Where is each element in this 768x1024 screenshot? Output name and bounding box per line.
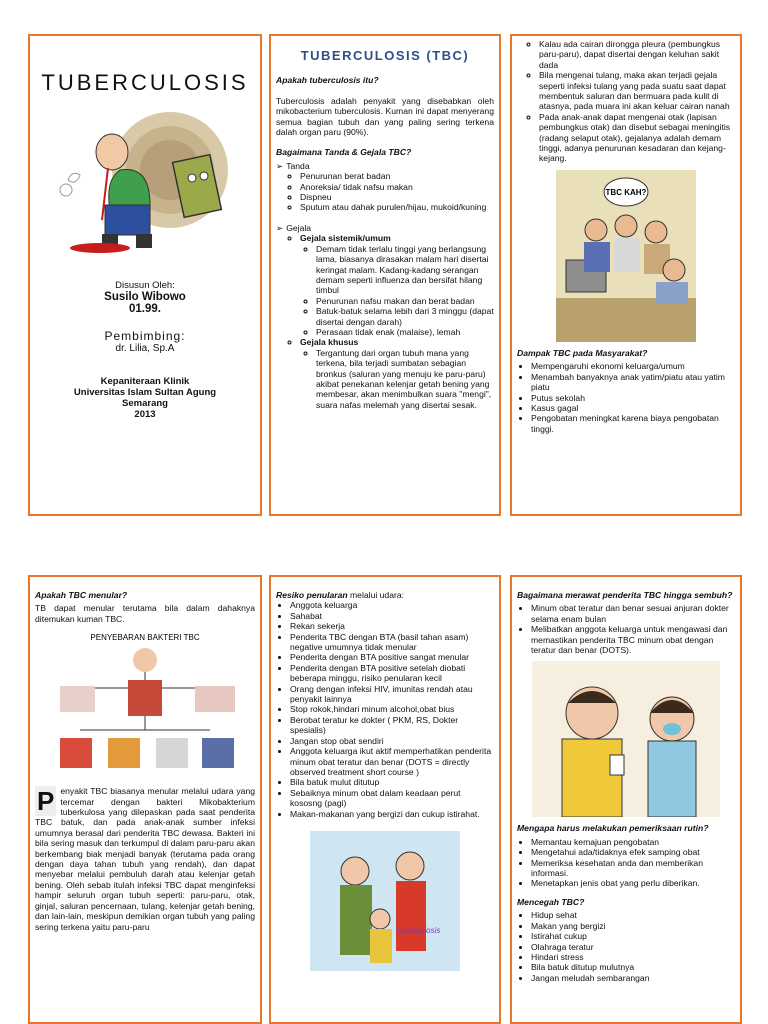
list-item: • Anggota keluarga <box>290 600 494 610</box>
list-item: ◦ Penurunan nafsu makan dan berat badan <box>316 296 494 306</box>
list-item: ➢ Gejala ◦ Gejala sistemik/umum ◦ Demam tidak terlalu tinggi yang berlangsung lama, biasanya dirasakan malam hari disertai keringat malam. Kadang-kadang serangan demam seperti influenza dan bersifat hilang timbul ◦ Penurunan nafsu makan dan berat badan ◦ Batuk-batuk selama lebih dari 3 minggu (dapat disertai dengan darah) ◦ Perasaan tidak enak (malaise), lemah ◦ Gejala khusus ◦ Tergantung dari organ tubuh mana yang terkena, bila terjadi sumbatan sebagian bronkus (saluran yang menuju ke paru-paru) akibat penekanan kelenjar getah bening yang membesar, akan menimbulkan suara "mengi", suara nafas melemah yang disertai sesak. <box>286 223 494 410</box>
list-item: • Memeriksa kesehatan anda dan memberikan informasi. <box>531 858 735 879</box>
list-item: • Putus sekolah <box>531 393 735 403</box>
checkup-list <box>517 837 735 889</box>
speech-bubble: TBC KAH? <box>605 187 647 197</box>
coughing-man-illustration <box>50 110 240 260</box>
list-item: ◦ Pada anak-anak dapat mengenai otak (lapisan pembungkus otak) dan disebut sebagai meningitis (radang selaput otak), gejalanya adalah demam tinggi, adanya penurunan kesadaran dan kejang-kejang. <box>539 112 735 164</box>
list-item: ◦ Kalau ada cairan dirongga pleura (pembungkus paru-paru), dapat disertai dengan keluhan sakit dada <box>539 39 735 70</box>
body-text: enyakit TBC biasanya menular melalui udara yang tercemar dengan bakteri Mikobakterium tuberkulosa yang dilepaskan pada saat penderita TBC batuk, dan pada anak-anak sumber infeksi umumnya berasal dari penderita TBC dewasa. Bakteri ini bila sering masuk dan terkumpul di dalam paru-paru akan berkembang biak menjadi banyak (terutama pada orang dengan daya tahan tubuh yang rendah), dan dapat menyebar melalui pembuluh darah atau kelenjar getah bening. Oleh sebab itulah infeksi TBC dapat menginfeksi hampir seluruh organ tubuh seperti: paru-paru, otak, ginjal, saluran pencernaan, tulang, kelenjar getah bening, dan lain-lain, meskipun demikian organ tubuh yang paling sering terkena yaitu paru-paru <box>35 786 255 932</box>
list-item: • Mengetahui ada/tidaknya efek samping obat <box>531 847 735 857</box>
list-item: ◦ Batuk-batuk selama lebih dari 3 minggu (dapat disertai dengan darah) <box>316 306 494 327</box>
illustration-label: Tuberkulosis <box>395 925 441 935</box>
question: Bagaimana Tanda & Gejala TBC? <box>276 147 412 158</box>
pembimbing-name: dr. Lilia, Sp.A <box>115 343 175 354</box>
list-item: • Penderita TBC dengan BTA (basil tahan asam) negative umumnya tidak menular <box>290 632 494 653</box>
question: Mencegah TBC? <box>517 896 585 907</box>
list-item: ◦ Gejala khusus ◦ Tergantung dari organ tubuh mana yang terkena, bila terjadi sumbatan sebagian bronkus (saluran yang menuju ke paru-paru) akibat penekanan kelenjar getah bening yang membesar, akan menimbulkan suara "mengi", suara nafas melemah yang disertai sesak. <box>300 337 494 410</box>
list-item: • Melibatkan anggota keluarga untuk mengawasi dan memastikan penderita TBC minum obat dengan teratur dan benar (DOTS). <box>531 624 735 655</box>
list-item: • Penderita dengan BTA positive setelah diobati beberapa minggu, risiko penularan kecil <box>290 663 494 684</box>
list-item: • Sebaiknya minum obat dalam keadaan perut kososng (pagi) <box>290 788 494 809</box>
pembimbing-label: Pembimbing: <box>104 329 186 343</box>
family-illustration <box>310 831 460 971</box>
taking-medicine-illustration <box>532 661 720 817</box>
list-item: ◦ Gejala sistemik/umum ◦ Demam tidak terlalu tinggi yang berlangsung lama, biasanya dirasakan malam hari disertai keringat malam. Kadang-kadang serangan demam seperti influenza dan bersifat hilang timbul ◦ Penurunan nafsu makan dan berat badan ◦ Batuk-batuk selama lebih dari 3 minggu (dapat disertai dengan darah) ◦ Perasaan tidak enak (malaise), lemah <box>300 233 494 337</box>
list-item: • Jangan meludah sembarangan <box>531 973 735 983</box>
answer: TB dapat menular terutama bila dalam dahaknya ditemukan kuman TBC. <box>35 603 255 624</box>
panel-risk <box>269 575 501 1024</box>
risk-list <box>276 600 494 819</box>
list-item: ◦ Anoreksia/ tidak nafsu makan <box>300 182 494 192</box>
institution-line: 2013 <box>134 409 156 420</box>
list-item: • Menambah banyaknya anak yatim/piatu atau yatim piatu <box>531 372 735 393</box>
list-item: ◦ Dispneu <box>300 192 494 202</box>
list-item: • Bila batuk mulut ditutup <box>290 777 494 787</box>
list-item: • Penderita dengan BTA positive sangat menular <box>290 652 494 662</box>
diagram-title: PENYEBARAN BAKTERI TBC <box>90 633 200 643</box>
answer: Tuberculosis adalah penyakit yang disebabkan oleh mikobacterium tuberculosis. Kuman ini dapat menyerang semua bagian tubuh dan yang paling sering terkena dalah organ paru (90%). <box>276 95 494 138</box>
list-item: ◦ Penurunan berat badan <box>300 171 494 181</box>
disusun-label: Disusun Oleh: <box>115 280 175 291</box>
question: Apakah tuberculosis itu? <box>276 75 379 86</box>
panel-definition <box>269 34 501 516</box>
list-item: • Makan-makanan yang bergizi dan cukup istirahat. <box>290 809 494 819</box>
list-item: • Stop rokok,hindari minum alcohol,obat bius <box>290 704 494 714</box>
author-name: Susilo Wibowo <box>104 291 186 303</box>
institution-line: Semarang <box>122 398 168 409</box>
list-item: • Anggota keluarga ikut aktif memperhatikan penderita minum obat teratur dan benar (DOTS = directly observed treatment short course ) <box>290 746 494 777</box>
list-item: ◦ Demam tidak terlalu tinggi yang berlangsung lama, biasanya dirasakan malam hari disertai keringat malam. Kadang-kadang serangan demam seperti influenza dan bersifat hilang timbul <box>316 244 494 296</box>
symptoms-list <box>517 39 735 164</box>
list-item: • Rekan sekerja <box>290 621 494 631</box>
list-item: • Sahabat <box>290 611 494 621</box>
list-item: • Olahraga teratur <box>531 942 735 952</box>
institution-line: Kepaniteraan Klinik <box>100 376 190 387</box>
list-item: ◦ Tergantung dari organ tubuh mana yang terkena, bila terjadi sumbatan sebagian bronkus (saluran yang menuju ke paru-paru) akibat penekanan kelenjar getah bening yang membesar, akan menimbulkan suara "mengi", suara nafas melemah yang disertai sesak. <box>316 348 494 410</box>
panel-symptoms-continued <box>510 34 742 516</box>
cover-panel <box>28 34 262 516</box>
list-item: • Menetapkan jenis obat yang perlu diberikan. <box>531 878 735 888</box>
panel-heading: TUBERCULOSIS (TBC) <box>300 48 470 63</box>
question: Apakah TBC menular? <box>35 590 128 600</box>
list-item: • Makan yang bergizi <box>531 921 735 931</box>
list-item: • Hindari stress <box>531 952 735 962</box>
list-item: • Jangan stop obat sendiri <box>290 736 494 746</box>
list-item: • Kasus gagal <box>531 403 735 413</box>
list-item: ➢ Tanda ◦ Penurunan berat badan ◦ Anoreksia/ tidak nafsu makan ◦ Dispneu ◦ Sputum atau dahak purulen/hijau, mukoid/kuning <box>286 161 494 213</box>
question: Resiko penularan melalui udara: <box>276 590 405 600</box>
list-item: • Mempengaruhi ekonomi keluarga/umum <box>531 361 735 371</box>
list-item: ◦ Perasaan tidak enak (malaise), lemah <box>316 327 494 337</box>
list-item: • Istirahat cukup <box>531 931 735 941</box>
institution-line: Universitas Islam Sultan Agung <box>73 387 217 398</box>
list-item: ◦ Bila mengenai tulang, maka akan terjadi gejala seperti infeksi tulang yang pada suatu saat dapat membentuk saluran dan bermuara pada kulit di atasnya, pada muara ini akan keluar cairan nanah <box>539 70 735 112</box>
tanda-list <box>276 161 494 410</box>
list-item: • Bila batuk ditutup mulutnya <box>531 962 735 972</box>
prevention-list <box>517 910 735 983</box>
list-item: • Minum obat teratur dan benar sesuai anjuran dokter selama enam bulan <box>531 603 735 624</box>
list-item: • Hidup sehat <box>531 910 735 920</box>
list-item: • Orang dengan infeksi HIV, imunitas rendah atau penyakit lainnya <box>290 684 494 705</box>
question: Bagaimana merawat penderita TBC hingga sembuh? <box>517 590 733 600</box>
office-workers-illustration <box>556 170 696 342</box>
dampak-list <box>517 361 735 434</box>
cover-title: TUBERCULOSIS <box>41 70 249 95</box>
institution <box>30 376 260 420</box>
list-item: • Berobat teratur ke dokter ( PKM, RS, Dokter spesialis) <box>290 715 494 736</box>
author-id: 01.99. <box>129 303 161 315</box>
question: Dampak TBC pada Masyarakat? <box>517 347 648 358</box>
care-list <box>517 603 735 655</box>
question: Mengapa harus melakukan pemeriksaan rutin? <box>517 823 709 834</box>
list-item: • Pengobatan meningkat karena biaya pengobatan tinggi. <box>531 413 735 434</box>
tbc-spread-diagram <box>40 630 250 780</box>
panel-care <box>510 575 742 1024</box>
list-item: ◦ Sputum atau dahak purulen/hijau, mukoid/kuning <box>300 202 494 212</box>
list-item: • Memantau kemajuan pengobatan <box>531 837 735 847</box>
panel-transmission <box>28 575 262 1024</box>
dropcap: P <box>37 786 55 817</box>
